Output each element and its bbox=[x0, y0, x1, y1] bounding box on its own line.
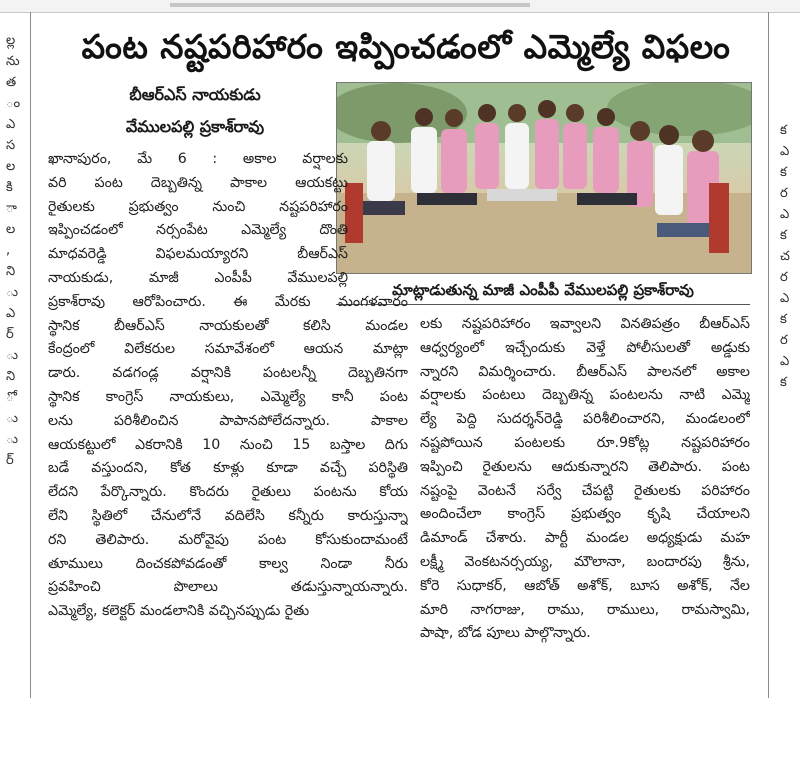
article-text-line: లను పరిశీలించిన పాపానపోలేదన్నారు. పాకాల bbox=[48, 412, 408, 429]
article-text-line: ఆధ్వర్యంలో ఇచ్చేందుకు వెళ్తే పోలీసులతో అడ్డుకు bbox=[420, 339, 750, 356]
article-text-line: వరి పంట దెబ్బతిన్న పాకాల ఆయకట్టు bbox=[48, 174, 348, 191]
neighbor-article-fragment: ఎ bbox=[780, 354, 790, 369]
neighbor-article-fragment: ా bbox=[6, 201, 17, 216]
article-text-line: స్థానిక బీఆర్ఎస్ నాయకులతో కలిసి మండల bbox=[48, 317, 408, 334]
neighbor-article-fragment: ు bbox=[6, 285, 19, 300]
article-text-line: మాధవరెడ్డి విఫలమయ్యారని బీఆర్ఎస్ bbox=[48, 246, 348, 263]
previous-article-strip bbox=[0, 0, 800, 13]
neighbor-article-fragment: ల bbox=[6, 222, 16, 237]
neighbor-article-fragment: ం bbox=[6, 96, 21, 111]
column-rule-left bbox=[30, 12, 31, 698]
neighbor-article-fragment: ర bbox=[780, 186, 788, 201]
article-text-line: కేంద్రంలో విలేకరుల సమావేశంలో ఆయన మాట్లా bbox=[48, 341, 408, 358]
neighbor-article-fragment: , bbox=[6, 243, 11, 258]
neighbor-article-fragment: ఎ bbox=[6, 306, 16, 321]
neighbor-article-fragment: చ bbox=[780, 249, 790, 264]
article-text-line: లక్ష్మీ వెంకటనర్సయ్య, మౌలానా, బందారపు శ్రీను, bbox=[420, 553, 750, 570]
neighbor-article-fragment: క bbox=[780, 228, 787, 243]
article-text-line: కోరె సుధాకర్, ఆబోత్ అశోక్, బూస అశోక్, నేల bbox=[420, 577, 750, 594]
neighbor-article-fragment: ఎ bbox=[780, 207, 790, 222]
article-text-line: పాషా, బోడ పూలు పాల్గొన్నారు. bbox=[420, 625, 591, 642]
article-text-line: నాయకుడు, మాజీ ఎంపీపీ వేములపల్లి bbox=[48, 269, 348, 286]
article-column-2 bbox=[420, 313, 750, 693]
article-text-line: ఇప్పించడంలో నర్సంపేట ఎమ్మెల్యే దొంతి bbox=[48, 222, 348, 239]
neighbor-article-fragment: క bbox=[780, 165, 787, 180]
article-text-line: మారి నాగరాజు, రాము, రాములు, రామస్వామి, bbox=[420, 601, 750, 618]
right-neighbor-article-edge bbox=[780, 120, 798, 393]
neighbor-article-fragment: ని bbox=[6, 369, 16, 384]
article-text-line: వర్షాలకు పంటలు దెబ్బతిన్న పంటలను నాటి ఎమ్మె bbox=[420, 387, 750, 404]
neighbor-article-fragment: ర bbox=[780, 333, 788, 348]
neighbor-article-fragment: ను bbox=[6, 54, 20, 69]
article-text-line: డిమాండ్ చేశారు. పార్టీ మండల అధ్యక్షుడు మహ bbox=[420, 530, 750, 547]
neighbor-article-fragment: క bbox=[780, 312, 787, 327]
article-text-line: ఖానాపురం, మే 6 : అకాల వర్షాలకు bbox=[48, 151, 348, 167]
neighbor-article-fragment: ు bbox=[6, 432, 19, 447]
neighbor-article-fragment: ర్ bbox=[6, 453, 14, 468]
article-text-line: ప్రవహించి పొలాలు తడుస్తున్నాయన్నారు. bbox=[48, 579, 408, 596]
neighbor-article-fragment: క bbox=[780, 375, 787, 390]
article-text-line: న్నారని విమర్శించారు. బీఆర్ఎస్ పాలనలో అకాల bbox=[420, 363, 750, 380]
column-rule-right bbox=[768, 12, 769, 698]
neighbor-article-fragment: ు bbox=[6, 411, 19, 426]
article-text-line: లేని స్థితిలో చేనులోనే వదిలేసి కన్నీరు కారుస్తున్నా bbox=[48, 507, 408, 524]
neighbor-article-fragment: ఎ bbox=[780, 144, 790, 159]
neighbor-article-fragment: ర్ bbox=[6, 327, 14, 342]
article-text-line: రైతులకు ప్రభుత్వం నుంచి నష్టపరిహారం bbox=[48, 198, 348, 215]
article-text-line: స్థానిక కాంగ్రెస్ నాయకులు, ఎమ్మెల్యే కానీ పంట bbox=[48, 388, 408, 405]
photo-caption: మాట్లాడుతున్న మాజీ ఎంపీపీ వేములపల్లి ప్రకాశ్‌రావు bbox=[336, 276, 750, 305]
article-text-line: నష్టంపై వెంటనే సర్వే చేపట్టి రైతులకు పరిహారం bbox=[420, 482, 750, 499]
article-text-line: తూములు దించకపోవడంతో కాల్వ నిండా నీరు bbox=[48, 555, 408, 572]
article-text-line: నష్టపోయిన పంటలకు రూ.9కోట్ల నష్టపరిహారం bbox=[420, 434, 750, 451]
neighbor-article-fragment: స bbox=[6, 138, 16, 153]
article-text-line: ప్రకాశ్‌రావు ఆరోపించారు. ఈ మేరకు మంగళవారం bbox=[48, 293, 408, 310]
neighbor-article-fragment: ర bbox=[780, 270, 788, 285]
article-text-line: ల్యే పెద్ది సుదర్శన్‌రెడ్డి పరిశీలించారని, మండలంలో bbox=[420, 411, 750, 428]
article-text-line: లకు నష్టపరిహారం ఇవ్వాలని వినతిపత్రం బీఆర్ఎస్ bbox=[420, 316, 750, 332]
neighbor-article-fragment: ఎ bbox=[780, 291, 790, 306]
article-text-line: డారు. వడగండ్ల వర్షానికి పంటలన్నీ దెబ్బతినగా bbox=[48, 365, 408, 382]
byline-name: వేములపల్లి ప్రకాశ్‌రావు bbox=[125, 117, 265, 136]
left-neighbor-article-edge bbox=[6, 30, 24, 471]
neighbor-article-fragment: ు bbox=[6, 348, 19, 363]
article-text-line: ఇప్పించి రైతులను ఆదుకున్నారని తెలిపారు. పంట bbox=[420, 458, 750, 475]
article-text-line: బడే వస్తుందని, కోత కూళ్లు కూడా వచ్చే పరిస్థితి bbox=[48, 460, 408, 477]
article-text-line: ఆయకట్టులో ఎకరానికి 10 నుంచి 15 బస్తాల దిగు bbox=[48, 436, 408, 453]
byline-title: బీఆర్ఎస్ నాయకుడు bbox=[129, 85, 261, 104]
neighbor-article-fragment: ల bbox=[6, 159, 16, 174]
article-text-line: లేదని పేర్కొన్నారు. కొందరు రైతులు పంటను కోయ bbox=[48, 484, 408, 501]
article-text-line: అందించేలా కాంగ్రెస్ ప్రభుత్వం కృషి చేయాలని bbox=[420, 506, 750, 523]
neighbor-article-fragment: క bbox=[780, 123, 787, 138]
neighbor-article-fragment: ో bbox=[6, 390, 14, 405]
neighbor-article-fragment: ని bbox=[6, 264, 16, 279]
neighbor-article-fragment: ల్ల bbox=[6, 33, 16, 48]
article-headline: పంట నష్టపరిహారం ఇప్పించడంలో ఎమ్మెల్యే విఫలం bbox=[81, 27, 731, 66]
article-text-line: రని తెలిపారు. మరోవైపు పంట కోసుకుందామంటే bbox=[48, 531, 408, 548]
neighbor-article-fragment: త bbox=[6, 75, 17, 90]
neighbor-article-fragment: ఎ bbox=[6, 117, 16, 132]
article-column-1 bbox=[48, 148, 408, 696]
article-text-line: ఎమ్మెల్యే, కలెక్టర్ మండలానికి వచ్చినప్పుడు రైతు bbox=[48, 603, 310, 620]
neighbor-article-fragment: కి bbox=[6, 180, 13, 195]
